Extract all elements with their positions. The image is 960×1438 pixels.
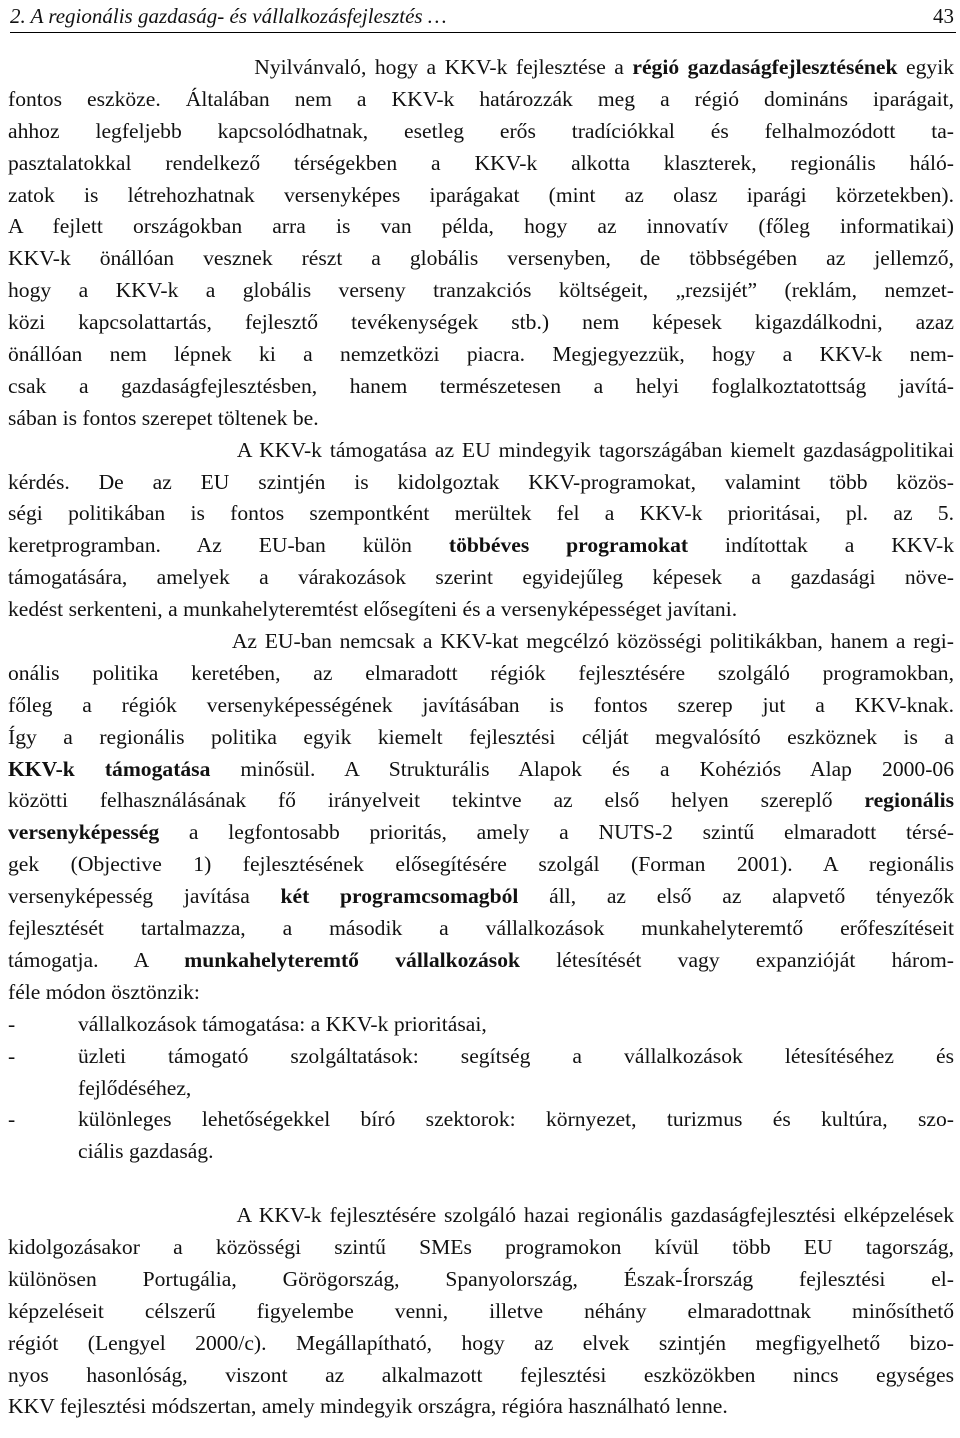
text-segment: Az EU-ban nemcsak a KKV-kat megcélzó közösségi politikákban, hanem a regi- <box>8 629 954 654</box>
text-segment: a legfontosabb prioritás, amely a NUTS-2 szintű elmaradott térsé- <box>159 820 954 845</box>
text-segment: KKV-k önállóan vesznek részt a globális versenyben, de többségében az jellemző, <box>8 246 954 271</box>
text-segment: sában is fontos szerepet töltenek be. <box>8 405 319 430</box>
list-item-text: különleges lehetőségekkel bíró szektorok: környezet, turizmus és kultúra, szo- <box>78 1107 954 1132</box>
text-line <box>8 530 954 562</box>
text-line <box>8 722 954 754</box>
bold-text: regionális <box>864 788 954 813</box>
text-segment: onális politika keretében, az elmaradott régiók fejlesztésére szolgáló programokban, <box>8 660 954 685</box>
text-segment: féle módon ösztönzik: <box>8 979 200 1004</box>
text-line <box>8 1328 954 1360</box>
text-segment: KKV fejlesztési módszertan, amely mindegyik országra, régióra használható lenne. <box>8 1394 728 1419</box>
bullet-dash: - <box>8 1043 16 1068</box>
text-line <box>8 467 954 499</box>
bullet-dash: - <box>8 1107 16 1132</box>
list-item <box>8 1104 954 1136</box>
text-line <box>8 1200 954 1232</box>
text-segment: pasztalatokkal rendelkező térségekben a KKV-k alkotta klaszterek, regionális háló- <box>8 150 954 175</box>
text-line <box>8 594 954 626</box>
text-line <box>8 52 954 84</box>
text-line <box>8 275 954 307</box>
list-item <box>8 1009 954 1041</box>
list-item-text: fejlődéséhez, <box>78 1075 192 1100</box>
body-text <box>8 52 954 1423</box>
text-segment: Nyilvánvaló, hogy a KKV-k fejlesztése a <box>8 55 633 79</box>
text-line <box>8 498 954 530</box>
text-line <box>8 658 954 690</box>
list-item-text: üzleti támogató szolgáltatások: segítség a vállalkozások létesítéséhez és <box>78 1043 954 1068</box>
text-line <box>8 690 954 722</box>
text-segment: régiót (Lengyel 2000/c). Megállapítható, hogy az elvek szintjén megfigyelhető bizo- <box>8 1330 954 1355</box>
text-line <box>8 562 954 594</box>
list-item <box>8 1041 954 1073</box>
bullet-dash: - <box>8 1011 16 1036</box>
bold-text: KKV-k támogatása <box>8 756 211 781</box>
text-segment: létesítését vagy expanzióját három- <box>520 947 954 972</box>
text-line <box>8 945 954 977</box>
text-segment: kidolgozásakor a közösségi szintű SMEs programokon kívül több EU tagország, <box>8 1234 954 1259</box>
text-segment: nyos hasonlóság, viszont az alkalmazott fejlesztési eszközökben nincs egységes <box>8 1362 954 1387</box>
text-line <box>8 913 954 945</box>
running-header <box>10 2 956 33</box>
page-number: 43 <box>933 4 954 28</box>
text-segment: ahhoz legfeljebb kapcsolódhatnak, esetleg erős tradíciókkal és felhalmozódott ta- <box>8 118 954 143</box>
text-segment: csak a gazdaságfejlesztésben, hanem természetesen a helyi foglalkoztatottság javítá- <box>8 373 954 398</box>
list-item <box>8 1136 954 1168</box>
text-segment: indítottak a KKV-k <box>688 533 955 558</box>
text-line <box>8 626 954 658</box>
text-segment: közi kapcsolattartás, fejlesztő tevékenységek stb.) nem képesek kigazdálkodni, azaz <box>8 310 954 335</box>
text-segment: kedést serkenteni, a munkahelyteremtést elősegíteni és a versenyképességet javítani. <box>8 597 738 622</box>
text-segment: A fejlett országokban arra is van példa, hogy az innovatív (főleg informatikai) <box>8 214 954 239</box>
text-segment: közötti felhasználásának fő irányelveit tekintve az első helyen szereplő <box>8 788 865 813</box>
list-item-text: vállalkozások támogatása: a KKV-k prioritásai, <box>78 1011 487 1036</box>
text-segment: képzeléseit célszerű figyelembe venni, illetve néhány elmaradottnak minősíthető <box>8 1298 954 1323</box>
text-segment: fontos eszköze. Általában nem a KKV-k határozzák meg a régió domináns iparágait, <box>8 86 954 111</box>
bold-text: munkahelyteremtő vállalkozások <box>184 947 521 972</box>
text-segment: főleg a régiók versenyképességének javításában is fontos szerep jut a KKV-knak. <box>8 692 954 717</box>
text-segment: önállóan nem lépnek ki a nemzetközi piacra. Megjegyezzük, hogy a KKV-k nem- <box>8 342 954 367</box>
text-segment: versenyképesség javítása <box>8 884 281 909</box>
text-segment: egyik <box>897 55 954 79</box>
text-segment: támogatja. A <box>8 947 185 972</box>
text-segment: minősül. A Strukturális Alapok és a Kohéziós Alap 2000-06 <box>210 756 954 781</box>
text-segment: különösen Portugália, Görögország, Spanyolország, Észak-Írország fejlesztési el- <box>8 1266 954 1291</box>
text-line <box>8 84 954 116</box>
text-segment: Így a regionális politika egyik kiemelt fejlesztési célját megvalósító eszköznek is a <box>8 724 954 749</box>
list-item <box>8 1073 954 1105</box>
text-line <box>8 849 954 881</box>
text-segment: A KKV-k támogatása az EU mindegyik tagországában kiemelt gazdaságpolitikai <box>8 437 954 462</box>
header-title: 2. A regionális gazdaság- és vállalkozásfejlesztés … <box>10 4 447 28</box>
text-segment: zatok is létrehozhatnak versenyképes iparágakat (mint az olasz iparági körzetekben). <box>8 182 954 207</box>
text-segment: keretprogramban. Az EU-ban külön <box>8 533 449 558</box>
bold-text: többéves programokat <box>448 533 689 558</box>
text-segment: támogatására, amelyek a várakozások szerint egyidejűleg képesek a gazdasági növe- <box>8 565 954 590</box>
text-segment: A KKV-k fejlesztésére szolgáló hazai regionális gazdaságfejlesztési elképzelések <box>8 1203 954 1228</box>
text-segment: fejlesztését tartalmazza, a második a vállalkozások munkahelyteremtő erőfeszítéseit <box>8 916 954 941</box>
text-line <box>8 435 954 467</box>
text-line <box>8 881 954 913</box>
text-line <box>8 116 954 148</box>
text-line <box>8 977 954 1009</box>
text-line <box>8 339 954 371</box>
text-line <box>8 1264 954 1296</box>
text-line <box>8 1296 954 1328</box>
bold-text: régió gazdaságfejlesztésének <box>632 55 898 79</box>
text-line <box>8 307 954 339</box>
text-line <box>8 148 954 180</box>
paragraph-gap <box>8 1168 954 1200</box>
text-segment: kérdés. De az EU szintjén is kidolgoztak KKV-programokat, valamint több közös- <box>8 469 954 494</box>
text-segment: áll, az első az alapvető tényezők <box>518 884 954 909</box>
text-line <box>8 1360 954 1392</box>
text-line <box>8 243 954 275</box>
bold-text: két programcsomagból <box>280 884 519 909</box>
text-line <box>8 371 954 403</box>
text-segment: ségi politikában is fontos szempontként merültek fel a KKV-k prioritásai, pl. az 5. <box>8 501 954 526</box>
text-segment: gek (Objective 1) fejlesztésének elősegítésére szolgál (Forman 2001). A regionális <box>8 852 954 877</box>
text-line <box>8 1232 954 1264</box>
text-line <box>8 1391 954 1423</box>
text-line <box>8 785 954 817</box>
bold-text: versenyképesség <box>8 820 160 845</box>
list-item-text: ciális gazdaság. <box>78 1139 214 1164</box>
text-line <box>8 180 954 212</box>
text-segment: hogy a KKV-k a globális verseny tranzakciós költségeit, „rezsijét” (reklám, nemzet- <box>8 278 954 303</box>
text-line <box>8 403 954 435</box>
text-line <box>8 754 954 786</box>
text-line <box>8 817 954 849</box>
text-line <box>8 211 954 243</box>
